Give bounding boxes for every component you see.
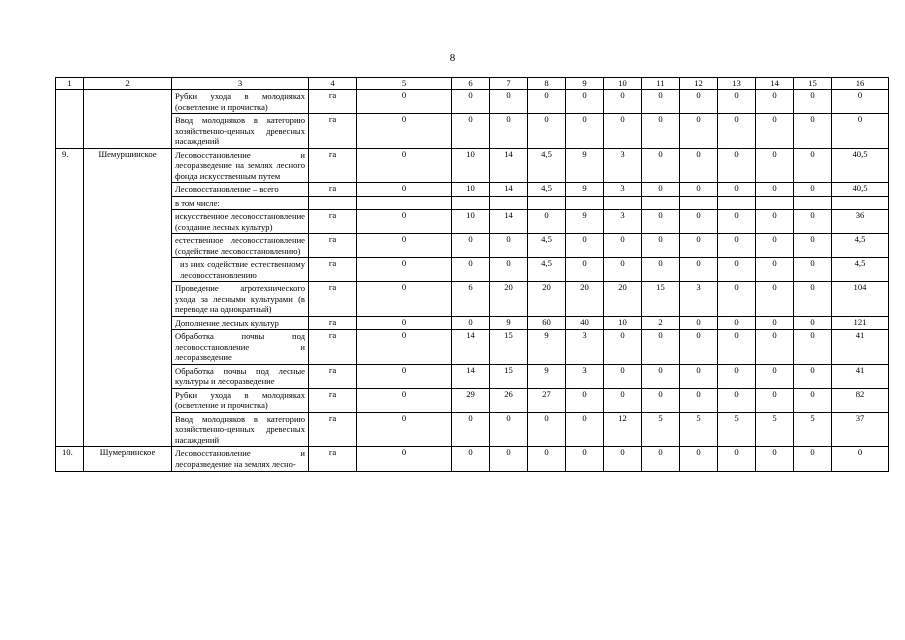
value-cell: 40,5 xyxy=(832,183,889,197)
value-cell xyxy=(680,196,718,210)
activity-description: Рубки ухода в молодняках (осветление и прочистка) xyxy=(172,90,309,114)
activity-description: естественное лесовосстановление (содействие лесовосстановлению) xyxy=(172,234,309,258)
value-cell: 9 xyxy=(566,183,604,197)
value-cell: 0 xyxy=(794,148,832,183)
value-cell: 20 xyxy=(490,282,528,317)
row-number xyxy=(56,90,84,149)
value-cell: 0 xyxy=(604,258,642,282)
value-cell: 0 xyxy=(528,210,566,234)
page-number: 8 xyxy=(449,52,456,64)
value-cell: 0 xyxy=(528,412,566,447)
unit-cell xyxy=(309,196,357,210)
value-cell: 0 xyxy=(528,447,566,472)
activity-description: Обработка почвы под лесные культуры и лесоразведение xyxy=(172,364,309,388)
value-cell: 3 xyxy=(604,210,642,234)
value-cell: 0 xyxy=(718,316,756,330)
value-cell: 4,5 xyxy=(832,234,889,258)
value-cell: 9 xyxy=(528,330,566,365)
column-number-9: 9 xyxy=(566,78,604,90)
value-cell: 9 xyxy=(566,148,604,183)
value-cell: 0 xyxy=(832,114,889,149)
value-cell: 0 xyxy=(642,364,680,388)
unit-cell: га xyxy=(309,316,357,330)
value-cell: 0 xyxy=(642,388,680,412)
value-cell: 0 xyxy=(566,114,604,149)
value-cell: 0 xyxy=(642,90,680,114)
value-cell: 0 xyxy=(452,447,490,472)
value-cell: 0 xyxy=(794,234,832,258)
value-cell: 0 xyxy=(357,388,452,412)
unit-cell: га xyxy=(309,210,357,234)
activity-description: Обработка почвы под лесовосстановление и лесоразведение xyxy=(172,330,309,365)
value-cell: 0 xyxy=(794,316,832,330)
value-cell: 0 xyxy=(452,258,490,282)
column-number-7: 7 xyxy=(490,78,528,90)
value-cell: 0 xyxy=(718,364,756,388)
value-cell: 3 xyxy=(604,148,642,183)
value-cell: 0 xyxy=(452,234,490,258)
table-row xyxy=(56,196,889,210)
value-cell: 0 xyxy=(490,412,528,447)
value-cell: 9 xyxy=(528,364,566,388)
value-cell: 10 xyxy=(452,210,490,234)
value-cell: 0 xyxy=(756,388,794,412)
value-cell: 0 xyxy=(756,330,794,365)
value-cell: 0 xyxy=(680,210,718,234)
forestry-name: Шумерлинское xyxy=(84,447,172,472)
table-row xyxy=(56,282,889,317)
table-row xyxy=(56,210,889,234)
value-cell: 4,5 xyxy=(528,234,566,258)
value-cell: 20 xyxy=(528,282,566,317)
value-cell: 20 xyxy=(566,282,604,317)
unit-cell: га xyxy=(309,90,357,114)
value-cell: 0 xyxy=(794,447,832,472)
value-cell: 0 xyxy=(718,282,756,317)
value-cell: 36 xyxy=(832,210,889,234)
value-cell: 121 xyxy=(832,316,889,330)
value-cell: 6 xyxy=(452,282,490,317)
column-number-13: 13 xyxy=(718,78,756,90)
forestry-name: Шемуршинское xyxy=(84,148,172,447)
value-cell: 29 xyxy=(452,388,490,412)
header-row xyxy=(56,78,889,90)
value-cell: 0 xyxy=(604,447,642,472)
value-cell: 0 xyxy=(604,330,642,365)
value-cell: 0 xyxy=(604,388,642,412)
table-row xyxy=(56,114,889,149)
value-cell: 14 xyxy=(490,148,528,183)
value-cell: 0 xyxy=(566,258,604,282)
value-cell: 0 xyxy=(756,258,794,282)
value-cell xyxy=(566,196,604,210)
value-cell: 0 xyxy=(357,330,452,365)
value-cell: 0 xyxy=(718,258,756,282)
value-cell: 10 xyxy=(452,183,490,197)
table-row xyxy=(56,447,889,472)
value-cell: 4,5 xyxy=(528,148,566,183)
value-cell xyxy=(357,196,452,210)
unit-cell: га xyxy=(309,412,357,447)
value-cell: 9 xyxy=(490,316,528,330)
value-cell xyxy=(718,196,756,210)
value-cell: 0 xyxy=(357,210,452,234)
value-cell: 3 xyxy=(566,364,604,388)
unit-cell: га xyxy=(309,148,357,183)
value-cell: 0 xyxy=(452,114,490,149)
activity-description: Рубки ухода в молодняках (осветление и прочистка) xyxy=(172,388,309,412)
value-cell: 3 xyxy=(566,330,604,365)
table-row xyxy=(56,90,889,114)
value-cell: 41 xyxy=(832,364,889,388)
value-cell: 0 xyxy=(642,330,680,365)
value-cell: 3 xyxy=(604,183,642,197)
value-cell: 0 xyxy=(756,447,794,472)
row-number: 10. xyxy=(56,447,84,472)
value-cell: 4,5 xyxy=(528,258,566,282)
column-number-8: 8 xyxy=(528,78,566,90)
value-cell: 0 xyxy=(490,258,528,282)
value-cell: 4,5 xyxy=(528,183,566,197)
value-cell: 0 xyxy=(718,447,756,472)
column-number-1: 1 xyxy=(56,78,84,90)
value-cell: 0 xyxy=(566,412,604,447)
value-cell: 0 xyxy=(528,90,566,114)
value-cell xyxy=(794,196,832,210)
activity-description: Лесовосстановление и лесоразведение на землях лесного фонда искусственным путем xyxy=(172,148,309,183)
activity-description: Лесовосстановление – всего xyxy=(172,183,309,197)
row-number: 9. xyxy=(56,148,84,447)
table-row xyxy=(56,316,889,330)
column-number-16: 16 xyxy=(832,78,889,90)
value-cell: 41 xyxy=(832,330,889,365)
value-cell: 0 xyxy=(680,183,718,197)
value-cell: 0 xyxy=(718,210,756,234)
value-cell: 10 xyxy=(604,316,642,330)
value-cell: 0 xyxy=(718,183,756,197)
value-cell: 0 xyxy=(604,90,642,114)
value-cell: 0 xyxy=(357,412,452,447)
value-cell: 82 xyxy=(832,388,889,412)
activity-description: Ввод молодняков в категорию хозяйственно-ценных древесных насаждений xyxy=(172,412,309,447)
value-cell: 0 xyxy=(642,234,680,258)
table-row xyxy=(56,364,889,388)
value-cell: 0 xyxy=(566,388,604,412)
unit-cell: га xyxy=(309,330,357,365)
value-cell: 15 xyxy=(490,330,528,365)
value-cell: 104 xyxy=(832,282,889,317)
value-cell: 37 xyxy=(832,412,889,447)
value-cell: 0 xyxy=(794,114,832,149)
value-cell: 40,5 xyxy=(832,148,889,183)
value-cell: 0 xyxy=(680,447,718,472)
value-cell: 0 xyxy=(357,183,452,197)
column-number-4: 4 xyxy=(309,78,357,90)
column-number-12: 12 xyxy=(680,78,718,90)
value-cell: 5 xyxy=(794,412,832,447)
column-number-11: 11 xyxy=(642,78,680,90)
forestry-name xyxy=(84,90,172,149)
value-cell: 0 xyxy=(566,447,604,472)
value-cell: 10 xyxy=(452,148,490,183)
value-cell: 0 xyxy=(718,388,756,412)
value-cell: 0 xyxy=(756,114,794,149)
forest-activities-table xyxy=(55,77,889,472)
value-cell: 0 xyxy=(718,234,756,258)
unit-cell: га xyxy=(309,183,357,197)
column-number-15: 15 xyxy=(794,78,832,90)
value-cell: 0 xyxy=(490,90,528,114)
value-cell: 5 xyxy=(718,412,756,447)
activity-description: из них содействие естественному лесовосстановлению xyxy=(172,258,309,282)
unit-cell: га xyxy=(309,258,357,282)
value-cell: 3 xyxy=(680,282,718,317)
activity-description: в том числе: xyxy=(172,196,309,210)
value-cell: 0 xyxy=(490,114,528,149)
value-cell: 0 xyxy=(642,148,680,183)
value-cell: 0 xyxy=(680,364,718,388)
value-cell: 14 xyxy=(490,183,528,197)
value-cell: 0 xyxy=(642,447,680,472)
value-cell: 0 xyxy=(794,388,832,412)
unit-cell: га xyxy=(309,388,357,412)
value-cell: 0 xyxy=(490,447,528,472)
value-cell: 20 xyxy=(604,282,642,317)
column-number-5: 5 xyxy=(357,78,452,90)
value-cell: 0 xyxy=(756,90,794,114)
value-cell: 0 xyxy=(794,210,832,234)
value-cell: 0 xyxy=(357,316,452,330)
value-cell: 0 xyxy=(566,90,604,114)
unit-cell: га xyxy=(309,282,357,317)
value-cell xyxy=(756,196,794,210)
unit-cell: га xyxy=(309,234,357,258)
value-cell: 0 xyxy=(490,234,528,258)
unit-cell: га xyxy=(309,114,357,149)
value-cell: 0 xyxy=(756,148,794,183)
value-cell: 0 xyxy=(718,148,756,183)
value-cell xyxy=(642,196,680,210)
value-cell: 0 xyxy=(680,90,718,114)
value-cell: 27 xyxy=(528,388,566,412)
unit-cell: га xyxy=(309,447,357,472)
value-cell: 4,5 xyxy=(832,258,889,282)
value-cell: 0 xyxy=(604,364,642,388)
value-cell: 14 xyxy=(490,210,528,234)
activity-description: Лесовосстановление и лесоразведение на землях лесно- xyxy=(172,447,309,472)
value-cell: 15 xyxy=(490,364,528,388)
value-cell: 5 xyxy=(680,412,718,447)
value-cell: 0 xyxy=(794,183,832,197)
value-cell: 0 xyxy=(452,90,490,114)
column-number-3: 3 xyxy=(172,78,309,90)
activity-description: Ввод молодняков в категорию хозяйственно-ценных древесных насаждений xyxy=(172,114,309,149)
value-cell: 0 xyxy=(357,148,452,183)
value-cell: 5 xyxy=(642,412,680,447)
value-cell: 0 xyxy=(642,258,680,282)
table-row xyxy=(56,330,889,365)
value-cell: 0 xyxy=(357,364,452,388)
value-cell xyxy=(490,196,528,210)
value-cell: 0 xyxy=(680,114,718,149)
value-cell: 0 xyxy=(718,90,756,114)
value-cell: 0 xyxy=(832,447,889,472)
table-row xyxy=(56,148,889,183)
value-cell: 0 xyxy=(794,364,832,388)
value-cell: 0 xyxy=(794,282,832,317)
value-cell: 0 xyxy=(452,412,490,447)
value-cell xyxy=(604,196,642,210)
value-cell: 14 xyxy=(452,364,490,388)
value-cell: 0 xyxy=(642,210,680,234)
value-cell: 0 xyxy=(756,364,794,388)
activity-description: Дополнение лесных культур xyxy=(172,316,309,330)
value-cell: 0 xyxy=(566,234,604,258)
value-cell: 0 xyxy=(642,183,680,197)
value-cell: 2 xyxy=(642,316,680,330)
value-cell: 0 xyxy=(680,316,718,330)
value-cell: 9 xyxy=(566,210,604,234)
value-cell: 0 xyxy=(718,330,756,365)
value-cell: 0 xyxy=(794,258,832,282)
table-row xyxy=(56,258,889,282)
table-row xyxy=(56,412,889,447)
table-row xyxy=(56,234,889,258)
value-cell: 0 xyxy=(604,234,642,258)
table-row xyxy=(56,388,889,412)
value-cell xyxy=(832,196,889,210)
value-cell: 0 xyxy=(680,330,718,365)
value-cell: 0 xyxy=(756,183,794,197)
value-cell: 0 xyxy=(680,258,718,282)
value-cell: 0 xyxy=(718,114,756,149)
value-cell: 0 xyxy=(794,330,832,365)
value-cell: 0 xyxy=(357,114,452,149)
activity-description: искусственное лесовосстановление (создание лесных культур) xyxy=(172,210,309,234)
value-cell: 0 xyxy=(452,316,490,330)
value-cell: 5 xyxy=(756,412,794,447)
value-cell: 0 xyxy=(357,90,452,114)
column-number-2: 2 xyxy=(84,78,172,90)
value-cell: 0 xyxy=(756,316,794,330)
value-cell: 0 xyxy=(604,114,642,149)
value-cell: 0 xyxy=(642,114,680,149)
value-cell: 12 xyxy=(604,412,642,447)
value-cell xyxy=(528,196,566,210)
value-cell: 60 xyxy=(528,316,566,330)
value-cell: 15 xyxy=(642,282,680,317)
value-cell: 14 xyxy=(452,330,490,365)
value-cell: 0 xyxy=(528,114,566,149)
value-cell: 26 xyxy=(490,388,528,412)
value-cell: 0 xyxy=(357,258,452,282)
value-cell: 0 xyxy=(680,148,718,183)
table-row xyxy=(56,183,889,197)
value-cell: 40 xyxy=(566,316,604,330)
column-number-10: 10 xyxy=(604,78,642,90)
value-cell: 0 xyxy=(794,90,832,114)
value-cell: 0 xyxy=(680,388,718,412)
value-cell: 0 xyxy=(832,90,889,114)
value-cell: 0 xyxy=(357,234,452,258)
column-number-14: 14 xyxy=(756,78,794,90)
value-cell xyxy=(452,196,490,210)
activity-description: Проведение агротехнического ухода за лесными культурами (в переводе на однократный) xyxy=(172,282,309,317)
value-cell: 0 xyxy=(756,210,794,234)
value-cell: 0 xyxy=(357,447,452,472)
column-number-6: 6 xyxy=(452,78,490,90)
value-cell: 0 xyxy=(756,234,794,258)
value-cell: 0 xyxy=(680,234,718,258)
value-cell: 0 xyxy=(357,282,452,317)
value-cell: 0 xyxy=(756,282,794,317)
unit-cell: га xyxy=(309,364,357,388)
